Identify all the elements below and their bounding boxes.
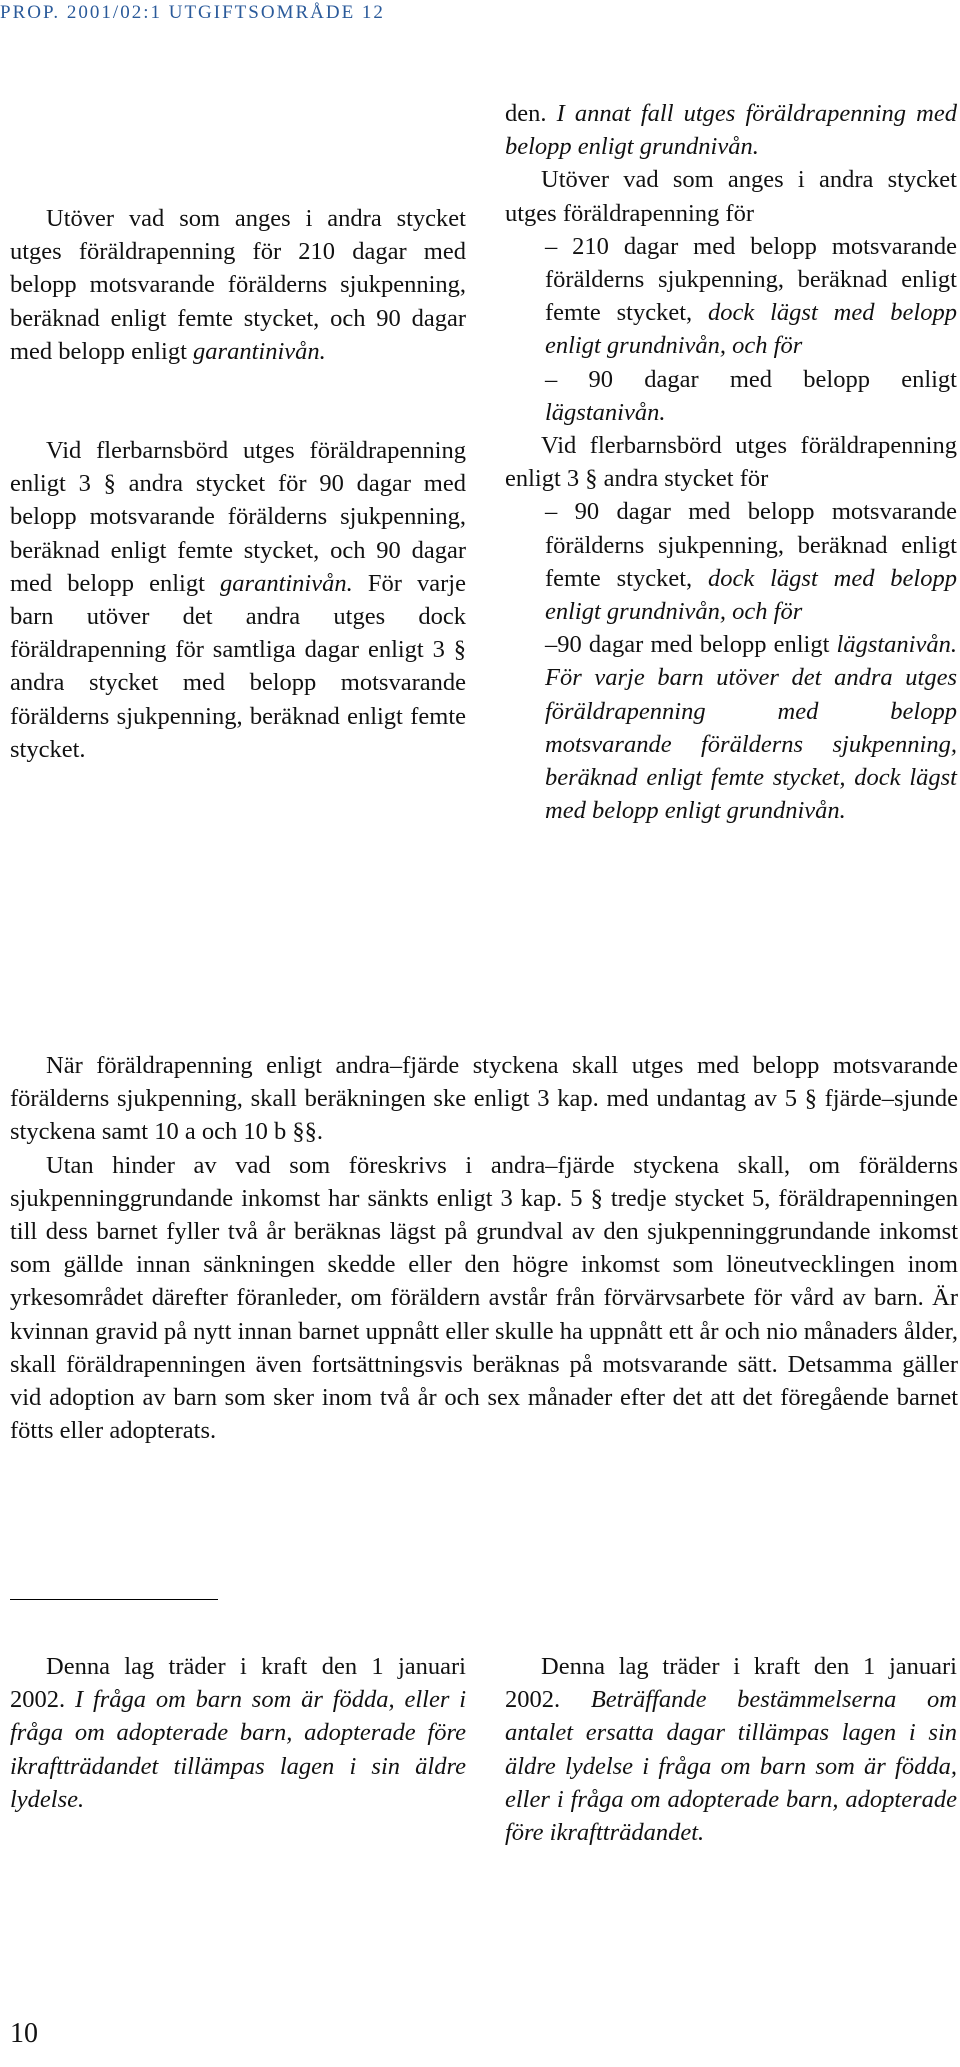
left-paragraph-2: Vid flerbarnsbörd utges föräldrapenning enligt 3 § andra stycket för 90 dagar med belopp motsvarande förälderns sjukpenning, beräknad enligt femte stycket, och 90 dagar med belopp enligt garantinivån. För varje barn utöver det andra utges dock föräldrapenning för samtliga dagar enligt 3 § andra stycket med belopp motsvarande förälderns sjukpenning, beräknad enligt femte stycket. [10,437,466,763]
running-head: PROP. 2001/02:1 UTGIFTSOMRÅDE 12 [0,2,385,23]
shared-paragraph-2: Utan hinder av vad som föreskrivs i andra–fjärde styckena skall, om förälderns sjukpenninggrundande inkomst har sänkts enligt 3 kap. 5 § tredje stycket 5, föräldrapenningen till dess barnet fyller två år beräknas lägst på grundval av den sjukpenninggrundande inkomst som gällde innan sänkningen skedde eller den högre inkomst som löneutvecklingen inom yrkesområdet därefter föranleder, om föräldern avstår från förvärvsarbete för vård av barn. Är kvinnan gravid på nytt innan barnet uppnått eller skulle ha uppnått ett år och nio månaders ålder, skall föräldrapenningen även fortsättningsvis beräknas på motsvarande sätt. Detsamma gäller vid adoption av barn som sker inom två år och sex månader efter det att det föregående barnet fötts eller adopterats. [10,1151,958,1445]
shared-text [10,1049,958,1447]
page-number: 10 [10,2018,38,2049]
left-column [10,202,466,766]
right-list-item-2: – 90 dagar med belopp enligt lägstanivån. [545,365,957,426]
right-list-item-3: – 90 dagar med belopp motsvarande förälderns sjukpenning, beräknad enligt femte stycket, dock lägst med belopp enligt grundnivån, och för [545,498,957,626]
right-paragraph-1: Utöver vad som anges i andra stycket utges föräldrapenning för [505,166,957,227]
right-column [505,97,957,827]
right-paragraph-2: Vid flerbarnsbörd utges föräldrapenning enligt 3 § andra stycket för [505,432,957,493]
right-paragraph-0: den. I annat fall utges föräldrapenning med belopp enligt grundnivån. [505,100,957,161]
left-paragraph-1: Utöver vad som anges i andra stycket utges föräldrapenning för 210 dagar med belopp motsvarande förälderns sjukpenning, beräknad enligt femte stycket, och 90 dagar med belopp enligt garantinivån. [10,205,466,365]
transitional-provisions-left: Denna lag träder i kraft den 1 januari 2002. I fråga om barn som är födda, eller i fråga om adopterade barn, adopterade före ikraftträdandet tillämpas lagen i sin äldre lydelse. [10,1653,467,1813]
footnote-divider [10,1599,218,1600]
right-list-item-1: – 210 dagar med belopp motsvarande förälderns sjukpenning, beräknad enligt femte stycket, dock lägst med belopp enligt grundnivån, och för [545,232,957,360]
right-list-item-4: –90 dagar med belopp enligt lägstanivån. För varje barn utöver det andra utges föräldrapenning med belopp motsvarande förälderns sjukpenning, beräknad enligt femte stycket, dock lägst med belopp enligt grundnivån. [545,631,957,825]
transitional-provisions-right: Denna lag träder i kraft den 1 januari 2002. Beträffande bestämmelserna om antalet ersatta dagar tillämpas lagen i sin äldre lydelse i fråga om barn som är födda, eller i fråga om adopterade barn, adopterade före ikraftträdandet. [505,1653,958,1847]
shared-paragraph-1: När föräldrapenning enligt andra–fjärde styckena skall utges med belopp motsvarande förälderns sjukpenning, skall beräkningen ske enligt 3 kap. med undantag av 5 § fjärde–sjunde styckena samt 10 a och 10 b §§. [10,1052,958,1146]
